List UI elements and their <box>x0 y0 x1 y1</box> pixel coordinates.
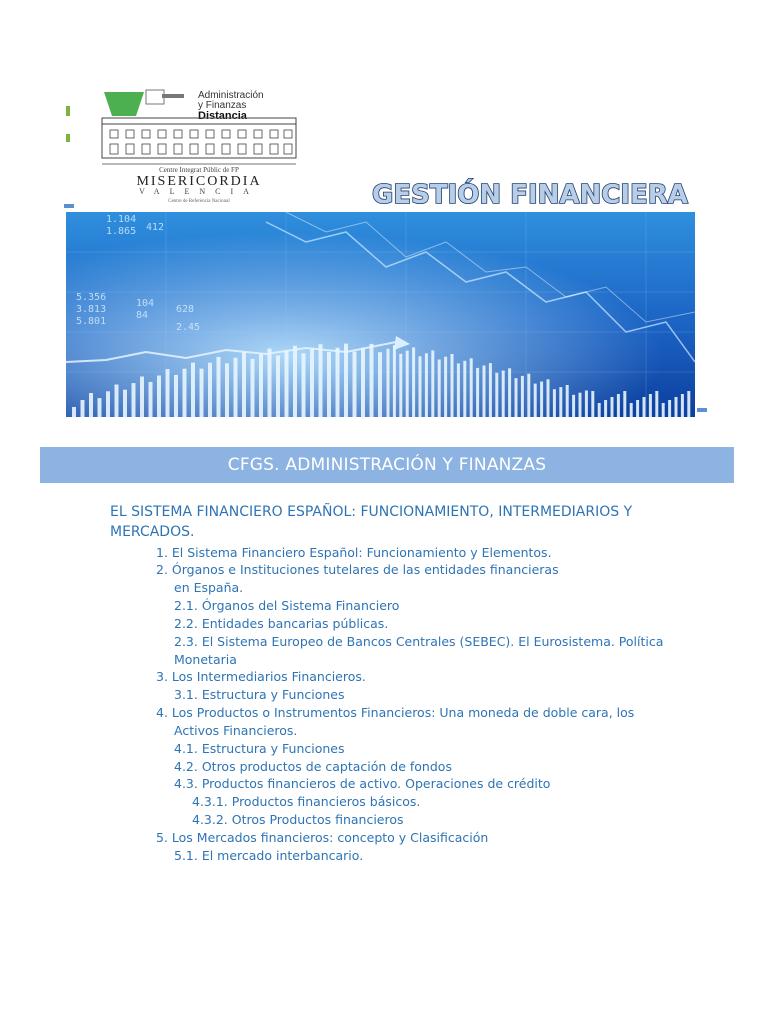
banner-bar <box>489 363 492 417</box>
banner-bar <box>132 383 136 417</box>
banner-bar <box>483 366 486 418</box>
banner-bar <box>81 400 85 417</box>
banner-bar <box>662 403 665 417</box>
banner-bar <box>166 369 170 417</box>
banner-bar <box>319 344 323 417</box>
banner-bar <box>293 346 297 417</box>
banner-bar <box>344 344 348 417</box>
banner-bar <box>681 394 684 417</box>
banner-number: 84 <box>136 310 149 321</box>
banner-bar <box>655 391 658 417</box>
banner-bar <box>217 357 221 417</box>
banner-bar <box>643 397 646 417</box>
banner-bar <box>591 391 594 417</box>
banner-bar <box>502 371 505 418</box>
banner-bar <box>579 393 582 417</box>
document-heading: EL SISTEMA FINANCIERO ESPAÑOL: FUNCIONAMIENTO, INTERMEDIARIOS Y MERCADOS. <box>110 504 633 540</box>
banner-bar <box>527 374 530 417</box>
banner-bar <box>675 397 678 417</box>
toc-item: 3. Los Intermediarios Financieros. <box>156 669 366 684</box>
banner-bar <box>604 400 607 417</box>
toc-item: 2.2. Entidades bancarias públicas. <box>174 616 389 631</box>
banner-bar <box>327 352 331 417</box>
banner-bar <box>140 377 144 418</box>
banner-bar <box>451 354 454 417</box>
logo-line-1: Administración <box>198 90 264 101</box>
banner-bar <box>470 358 473 417</box>
banner-bar <box>598 403 601 417</box>
logo-emblem-bar-icon <box>162 94 184 98</box>
banner-bar <box>617 394 620 417</box>
toc-item: 2. Órganos e Instituciones tutelares de las entidades financieras <box>156 562 559 577</box>
banner-bar <box>174 375 178 417</box>
banner-bar <box>268 349 272 418</box>
banner-title <box>360 174 700 212</box>
banner-bar <box>399 354 402 417</box>
banner-bar <box>302 353 306 417</box>
banner-bar <box>508 368 511 417</box>
banner-number: 628 <box>176 304 195 315</box>
toc-item: 5.1. El mercado interbancario. <box>174 848 364 863</box>
banner-edge-mark <box>64 204 74 208</box>
banner-bar <box>515 378 518 417</box>
banner-number: 5.356 <box>76 292 107 303</box>
banner-bar <box>370 344 374 417</box>
logo-emblem-box-icon <box>146 90 164 104</box>
toc-item: 4.3. Productos financieros de activo. Operaciones de crédito <box>174 776 551 791</box>
school-logo <box>66 86 342 204</box>
banner-bar <box>115 385 119 418</box>
logo-line-3: Distancia <box>198 110 247 122</box>
banner-bar <box>559 387 562 417</box>
toc-item: 3.1. Estructura y Funciones <box>174 687 345 702</box>
banner-bar <box>630 403 633 417</box>
banner-bar <box>387 349 390 417</box>
banner-bar <box>553 389 556 417</box>
banner-bar <box>463 361 466 417</box>
toc-item: 4.3.2. Otros Productos financieros <box>192 812 404 827</box>
toc-item: 4. Los Productos o Instrumentos Financieros: Una moneda de doble cara, los <box>156 705 635 720</box>
banner-bar <box>353 352 357 417</box>
banner-bar <box>406 351 409 417</box>
banner-bar <box>336 348 340 417</box>
banner-bar <box>476 368 479 417</box>
banner-number: 1.104 <box>106 214 137 225</box>
leaf-icon-2 <box>66 134 70 142</box>
banner-bar <box>457 363 460 417</box>
banner-number: 1.865 <box>106 226 137 237</box>
banner-title-text: GESTIÓN FINANCIERA <box>372 180 688 210</box>
banner-bar <box>72 407 76 417</box>
banner-bar <box>419 356 422 417</box>
banner-bar <box>242 352 246 417</box>
toc-item: Activos Financieros. <box>174 723 298 738</box>
banner-bar <box>276 356 280 418</box>
banner-bar <box>200 369 204 417</box>
banner-bar <box>687 391 690 417</box>
band-title: CFGS. ADMINISTRACIÓN Y FINANZAS <box>227 455 547 475</box>
banner-bar <box>225 363 229 417</box>
toc-item: 1. El Sistema Financiero Español: Funcionamiento y Elementos. <box>156 545 552 560</box>
banner-bar <box>123 390 127 417</box>
logo-city: VALENCIA <box>139 187 259 196</box>
logo-school-caption: Centre Integrat Públic de FP <box>159 166 239 174</box>
banner-bar <box>534 384 537 417</box>
banner-bar <box>431 350 434 417</box>
toc-item: en España. <box>174 580 244 595</box>
banner-bar <box>425 353 428 417</box>
logo-emblem-icon <box>104 92 144 116</box>
banner-number: 412 <box>146 222 165 233</box>
banner-bar <box>208 363 212 417</box>
banner-bar <box>251 359 255 417</box>
banner-bar <box>623 391 626 417</box>
banner-bar <box>649 394 652 417</box>
banner-number: 5.801 <box>76 316 107 327</box>
banner-bar <box>566 385 569 417</box>
banner-bar <box>183 369 187 417</box>
toc-item: 4.1. Estructura y Funciones <box>174 741 345 756</box>
banner-bar <box>636 400 639 417</box>
logo-tagline: Centre de Referència Nacional <box>168 199 230 204</box>
banner-bar <box>149 382 153 417</box>
banner-bar <box>393 345 396 417</box>
banner-bar <box>157 376 161 418</box>
banner-bar <box>521 376 524 417</box>
section-band <box>40 447 734 483</box>
toc-item: Monetaria <box>174 652 237 667</box>
banner-bar <box>444 357 447 417</box>
banner-bar <box>585 391 588 418</box>
toc-item: 2.3. El Sistema Europeo de Bancos Centrales (SEBEC). El Eurosistema. Política <box>174 634 664 649</box>
logo-school-name: MISERICORDIA <box>136 174 262 189</box>
banner-bar <box>234 358 238 417</box>
banner-bar <box>310 349 314 417</box>
banner-number: 2.45 <box>176 322 201 333</box>
banner-bar <box>98 398 102 417</box>
toc-item: 4.3.1. Productos financieros básicos. <box>192 794 421 809</box>
banner-edge-mark <box>697 408 707 412</box>
banner-number: 104 <box>136 298 155 309</box>
banner-bar <box>191 363 195 417</box>
toc-item: 2.1. Órganos del Sistema Financiero <box>174 598 400 613</box>
toc-item: 5. Los Mercados financieros: concepto y Clasificación <box>156 830 489 845</box>
banner-bar <box>495 373 498 417</box>
logo-line-2: y Finanzas <box>198 100 247 111</box>
leaf-icon <box>66 106 70 116</box>
banner-bar <box>106 391 110 417</box>
banner-bar <box>89 393 93 417</box>
banner-bar <box>361 348 365 417</box>
banner-bar <box>547 379 550 417</box>
banner-bar <box>285 351 289 417</box>
financial-banner-image <box>66 212 695 417</box>
banner-bar <box>668 400 671 417</box>
building-icon <box>102 118 296 158</box>
banner-number: 3.813 <box>76 304 107 315</box>
banner-bar <box>611 397 614 417</box>
banner-bar <box>572 395 575 417</box>
banner-bar <box>378 352 382 417</box>
banner-bar <box>259 354 263 417</box>
banner-bar <box>540 382 543 418</box>
toc-item: 4.2. Otros productos de captación de fondos <box>174 759 452 774</box>
banner-bar <box>412 347 415 417</box>
banner-bar <box>438 360 441 418</box>
